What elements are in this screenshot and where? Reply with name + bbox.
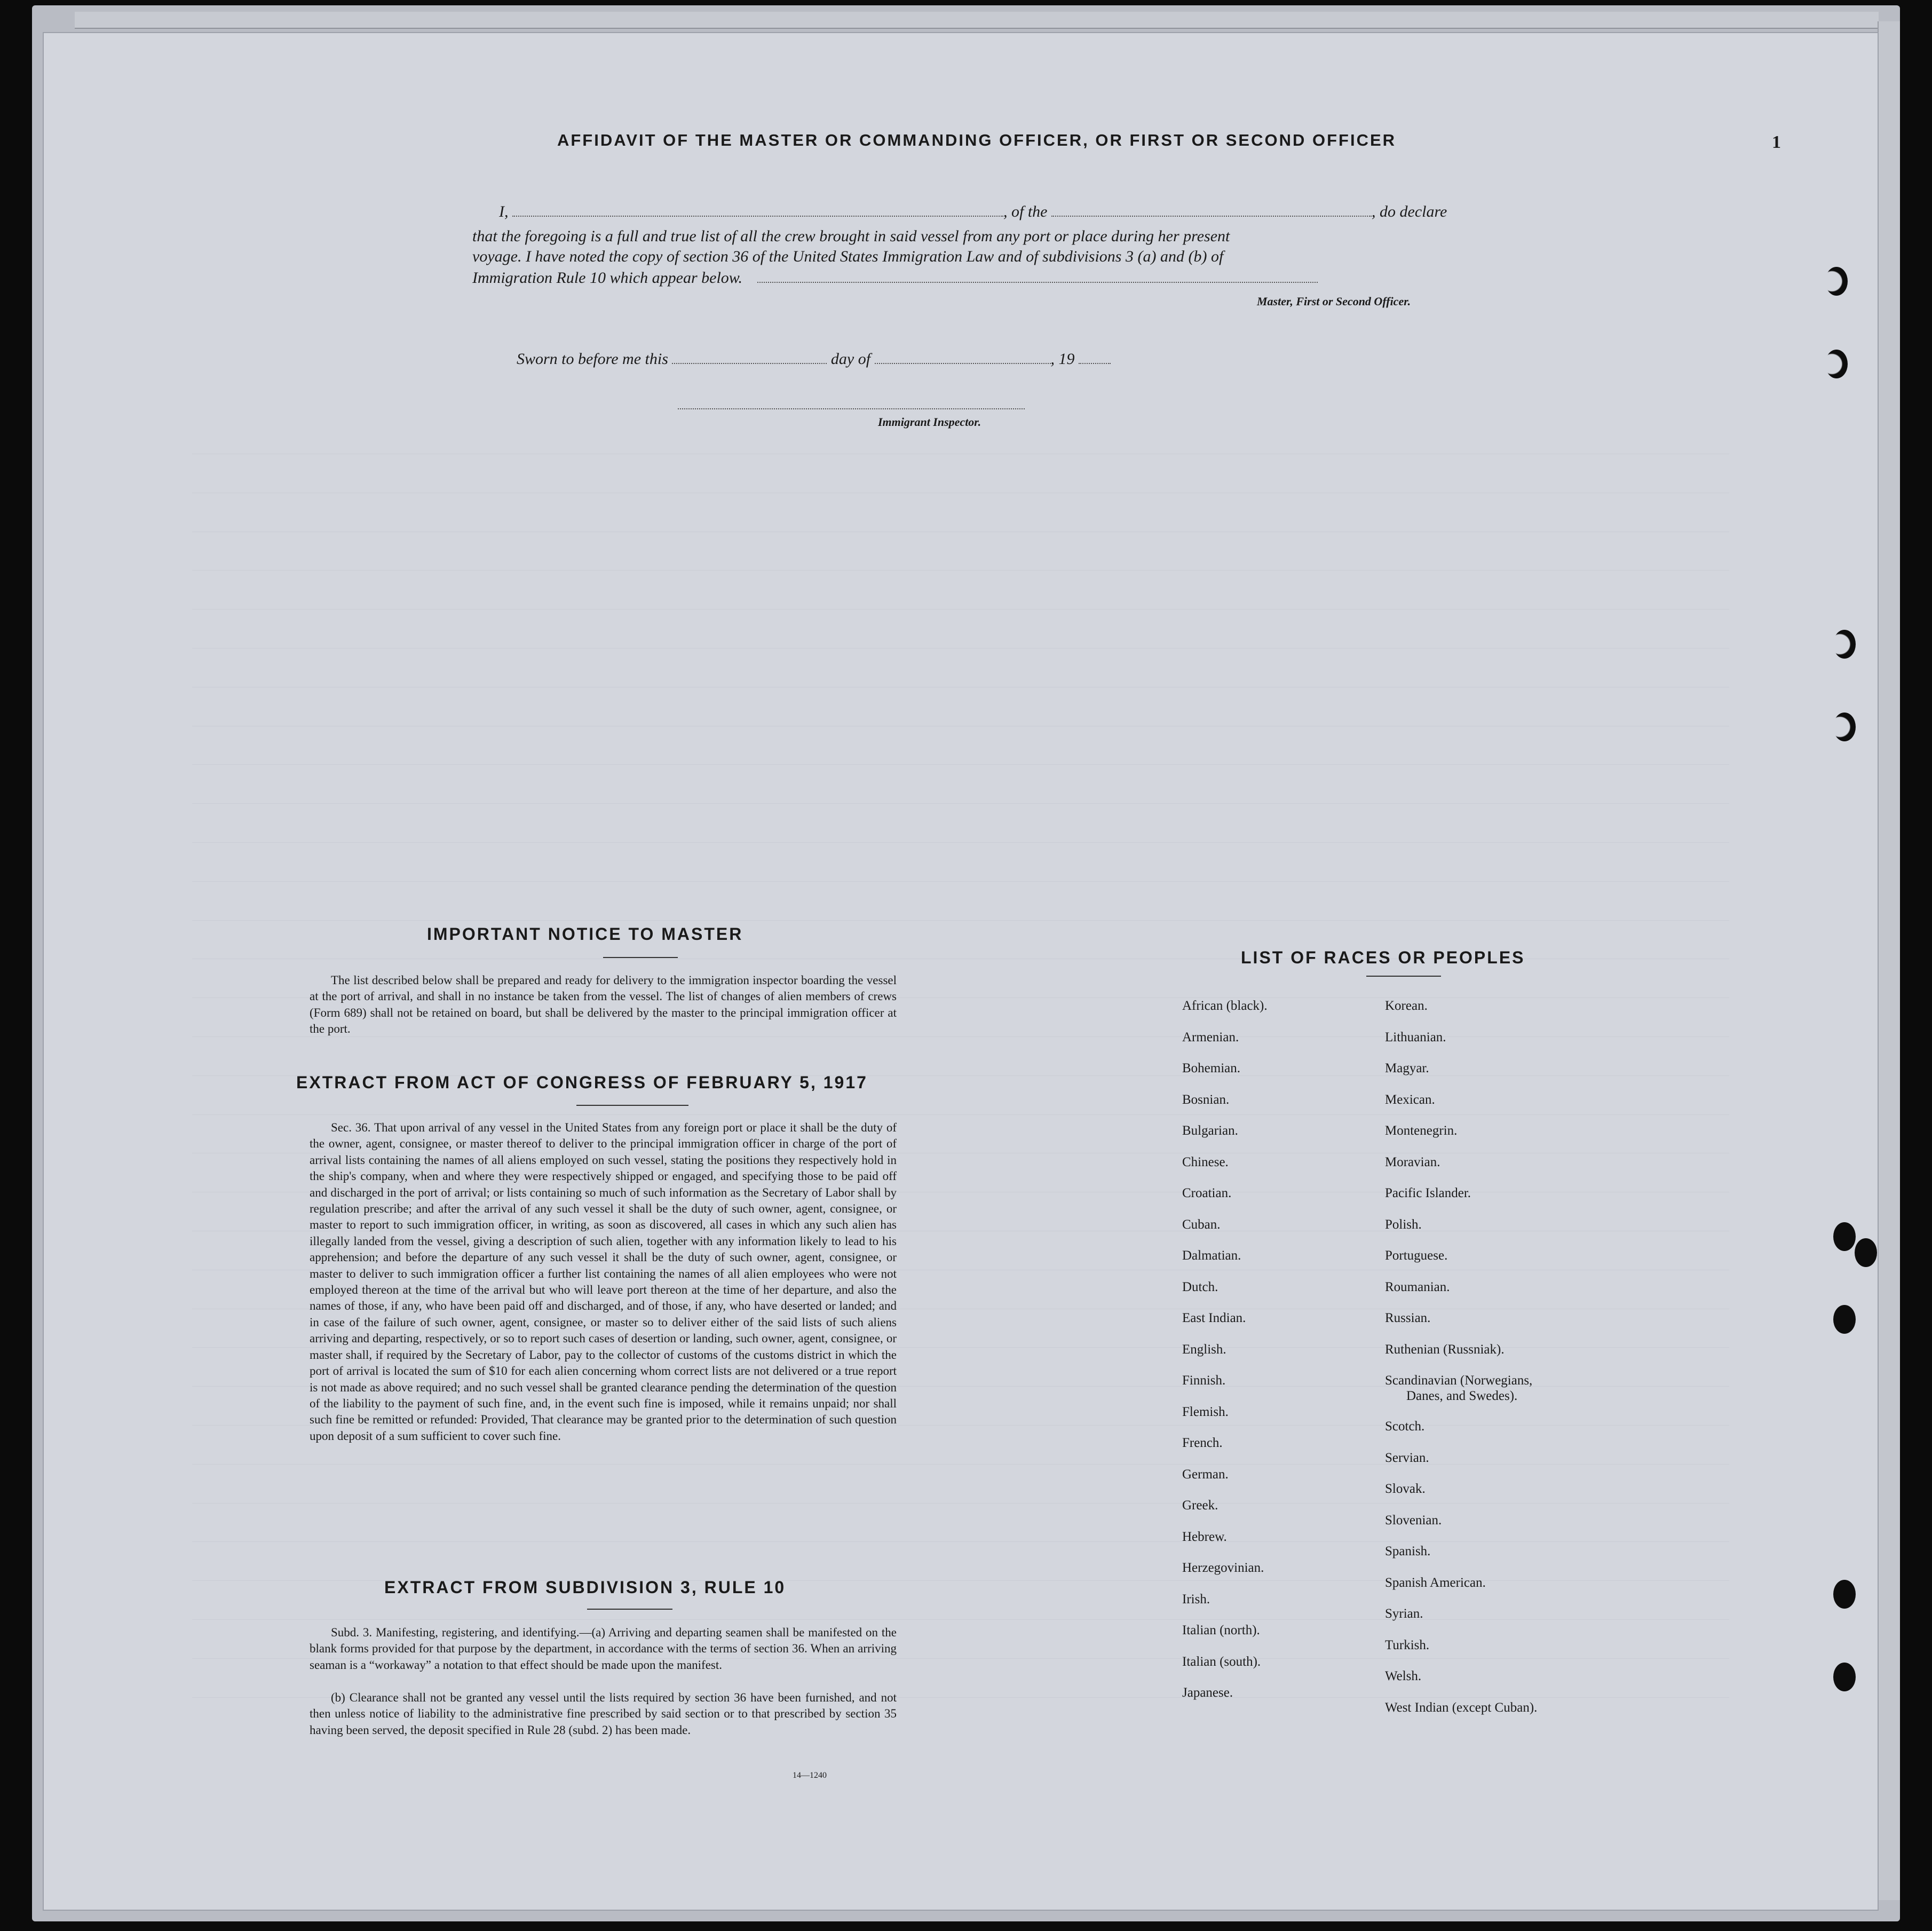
- race-item: Danes, and Swedes).: [1406, 1389, 1518, 1403]
- race-item: Montenegrin.: [1385, 1123, 1458, 1138]
- rule-extract-text-b: (b) Clearance shall not be granted any vessel until the lists required by section 36 have been furnished, and not then unless notice of liability to the administrative fine prescribed by said section or to that prescribed by section 35 having been served, the deposit specified in Rule 28 (subd. 2) has been made.: [310, 1691, 897, 1737]
- notice-text: The list described below shall be prepared and ready for delivery to the immigration inspector boarding the vessel at the port of arrival, and shall in no instance be taken from the vessel. The list of changes of alien members of crews (Form 689) shall not be retained on board, but shall be delivered by the master to the principal immigration officer at the port.: [310, 974, 897, 1036]
- signature-label: Master, First or Second Officer.: [1257, 295, 1411, 308]
- race-item: Polish.: [1385, 1217, 1422, 1232]
- act-extract-heading: EXTRACT FROM ACT OF CONGRESS OF FEBRUARY 5, 1917: [296, 1073, 868, 1092]
- binder-hole: [1833, 1222, 1856, 1251]
- race-item: East Indian.: [1182, 1311, 1246, 1325]
- race-item: Chinese.: [1182, 1154, 1229, 1169]
- race-item: Slovak.: [1385, 1482, 1426, 1496]
- race-item: Mexican.: [1385, 1092, 1435, 1107]
- page-number: 1: [1772, 132, 1781, 152]
- race-item: Flemish.: [1182, 1404, 1229, 1419]
- race-item: Greek.: [1182, 1498, 1218, 1513]
- binder-hole: [1833, 1663, 1856, 1691]
- race-item: Irish.: [1182, 1592, 1210, 1606]
- races-heading-rule: [1366, 976, 1441, 977]
- form-number: 14—1240: [793, 1771, 827, 1780]
- binder-hole: [1855, 1238, 1877, 1267]
- inspector-signature-blank[interactable]: [678, 408, 1025, 409]
- declaration-line-1: [499, 202, 1486, 222]
- notice-heading: IMPORTANT NOTICE TO MASTER: [427, 924, 743, 944]
- race-item: Scotch.: [1385, 1419, 1425, 1434]
- declaration-of-the: , of the: [1003, 203, 1048, 220]
- race-item: Pacific Islander.: [1385, 1186, 1471, 1200]
- signature-blank[interactable]: [757, 282, 1318, 283]
- race-item: Roumanian.: [1385, 1279, 1450, 1294]
- race-item: Scandinavian (Norwegians,: [1385, 1373, 1533, 1388]
- race-item: African (black).: [1182, 999, 1268, 1013]
- race-item: German.: [1182, 1467, 1229, 1482]
- race-item: Dutch.: [1182, 1279, 1218, 1294]
- declaration-i-label: I,: [499, 203, 509, 220]
- race-item: English.: [1182, 1342, 1226, 1357]
- race-item: Bohemian.: [1182, 1061, 1241, 1075]
- affidavit-title: AFFIDAVIT OF THE MASTER OR COMMANDING OFFICER, OR FIRST OR SECOND OFFICER: [557, 131, 1397, 149]
- rule-extract-text-a: Subd. 3. Manifesting, registering, and identifying.—(a) Arriving and departing seamen shall be manifested on the blank forms provided for that purpose by the department, in accordance with the terms of section 36. When an arriving seaman is a “workaway” a notation to that effect should be made upon the manifest.: [310, 1626, 897, 1672]
- race-item: Syrian.: [1385, 1606, 1423, 1621]
- race-item: Bulgarian.: [1182, 1123, 1238, 1138]
- declaration-line-4-text: Immigration Rule 10 which appear below.: [472, 269, 743, 287]
- name-blank[interactable]: [512, 216, 1003, 217]
- race-item: Croatian.: [1182, 1186, 1232, 1200]
- binder-hole: [1833, 630, 1856, 659]
- race-item: Herzegovinian.: [1182, 1561, 1264, 1575]
- sworn-day-blank[interactable]: [672, 363, 827, 364]
- notice-heading-rule: [603, 957, 678, 958]
- declaration-do-declare: , do declare: [1372, 203, 1447, 220]
- race-item: Dalmatian.: [1182, 1248, 1241, 1263]
- act-extract-text: Sec. 36. That upon arrival of any vessel in the United States from any foreign port or place it shall be the duty of the owner, agent, consignee, or master thereof to deliver to the principal immigration officer in charge of the port of arrival lists containing the names of all aliens employed on such vessel, stating the positions they respectively hold in the ship's company, when and where they were respectively shipped or engaged, and specifying those to be paid off and discharged in the port of arrival; or lists containing so much of such information as the Secretary of Labor shall by regulation prescribe; and after the arrival of any such vessel it shall be the duty of such owner, agent, consignee, or master to report to such immigration officer, in writing, as soon as discovered, all cases in which any such alien has illegally landed from the vessel, giving a description of such alien, together with any information likely to lead to his apprehension; and before the departure of any such vessel it shall be the duty of such owner, agent, consignee, or master to deliver to such immigration officer a further list containing the names of all alien employees who were not employed thereon at the time of the arrival but who will leave port thereon at the time of her departure, and also the names of those, if any, who have been paid off and discharged, and of those, if any, who have deserted or landed; and in case of the failure of such owner, agent, consignee, or master so to deliver either of the said lists of such aliens arriving and departing, respectively, or so to report such cases of desertion or landing, such owner, agent, consignee, or master shall, if required by the Secretary of Labor, pay to the collector of customs of the customs district in which the port of arrival is located the sum of $10 for each alien concerning whom correct lists are not delivered or a true report is not made as above required; and no such vessel shall be granted clearance pending the determination of the question of the liability to the payment of such fine, and, in the event such fine is imposed, while it remains unpaid; nor shall such fine be remitted or refunded: Provided, That clearance may be granted prior to the determination of such question upon deposit of a sum sufficient to cover such fine.: [310, 1121, 897, 1443]
- inspector-label: Immigrant Inspector.: [878, 415, 981, 429]
- sworn-month-blank[interactable]: [875, 363, 1051, 364]
- race-item: Lithuanian.: [1385, 1030, 1446, 1044]
- race-item: Russian.: [1385, 1311, 1431, 1325]
- race-item: Finnish.: [1182, 1373, 1226, 1388]
- binder-hole: [1825, 350, 1848, 378]
- sworn-year: , 19: [1050, 350, 1075, 368]
- sheet-right-edge: [1878, 21, 1900, 1900]
- race-item: Armenian.: [1182, 1030, 1239, 1044]
- sheet-top-edge: [75, 12, 1879, 29]
- declaration-line-4: [472, 268, 1486, 288]
- race-item: Italian (south).: [1182, 1654, 1261, 1669]
- race-item: Italian (north).: [1182, 1623, 1260, 1637]
- sworn-label: Sworn to before me this: [517, 350, 668, 368]
- binder-hole: [1833, 1580, 1856, 1609]
- sworn-day-of: day of: [830, 350, 871, 368]
- race-item: Spanish.: [1385, 1544, 1431, 1558]
- race-item: Korean.: [1385, 999, 1428, 1013]
- race-item: West Indian (except Cuban).: [1385, 1700, 1538, 1715]
- race-item: Japanese.: [1182, 1685, 1233, 1700]
- race-item: Welsh.: [1385, 1669, 1422, 1683]
- vessel-blank[interactable]: [1051, 216, 1372, 217]
- race-item: Servian.: [1385, 1450, 1429, 1465]
- sworn-line: [517, 349, 1210, 369]
- race-item: Portuguese.: [1385, 1248, 1448, 1263]
- race-item: Moravian.: [1385, 1154, 1440, 1169]
- race-item: Slovenian.: [1385, 1513, 1442, 1528]
- binder-hole: [1825, 267, 1848, 296]
- race-item: Magyar.: [1385, 1061, 1429, 1075]
- race-item: Turkish.: [1385, 1637, 1430, 1652]
- declaration-line-3: voyage. I have noted the copy of section 36 of the United States Immigration Law and of subdivisions 3 (a) and (b) of: [472, 248, 1224, 265]
- binder-hole: [1833, 1305, 1856, 1334]
- race-item: Ruthenian (Russniak).: [1385, 1342, 1505, 1357]
- sworn-year-blank[interactable]: [1079, 363, 1111, 364]
- races-right-column: [1385, 991, 1609, 1723]
- rule-extract-rule: [587, 1609, 672, 1610]
- declaration-line-2: that the foregoing is a full and true list of all the crew brought in said vessel from any port or place during her present: [472, 227, 1230, 245]
- rule-extract-heading: EXTRACT FROM SUBDIVISION 3, RULE 10: [384, 1578, 786, 1597]
- races-left-column: [1182, 991, 1353, 1709]
- binder-hole: [1833, 713, 1856, 741]
- act-extract-rule: [576, 1105, 688, 1106]
- race-item: Cuban.: [1182, 1217, 1221, 1232]
- race-item: French.: [1182, 1436, 1223, 1450]
- race-item: Hebrew.: [1182, 1529, 1227, 1544]
- races-heading: LIST OF RACES OR PEOPLES: [1241, 948, 1525, 967]
- race-item: Spanish American.: [1385, 1575, 1486, 1590]
- race-item: Bosnian.: [1182, 1092, 1230, 1107]
